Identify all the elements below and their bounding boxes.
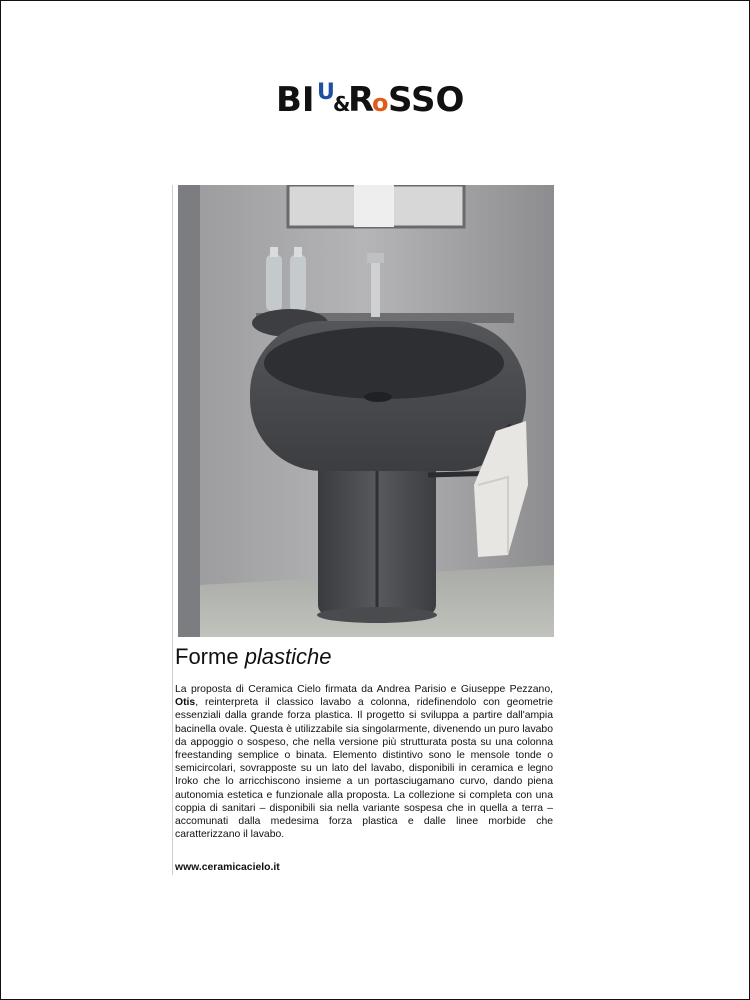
sink-photo (178, 185, 554, 637)
article-headline (175, 642, 555, 676)
logo-o: o (372, 89, 389, 117)
logo-u: U (317, 80, 335, 105)
headline-italic: plastiche (244, 644, 332, 669)
logo-ampersand: & (333, 92, 351, 116)
logo-sso: SSO (388, 80, 465, 120)
column-rule (172, 185, 173, 875)
body-rest: , reinterpreta il classico lavabo a colonna, ridefinendolo con geometrie essenziali dalla grande forza plastica. Il progetto si sviluppa a partire dall'ampia bacinella ovale. Questa è utilizzabile sia singolarmente, divenendo un puro lavabo da appoggio o sospeso, che nella versione più strutturata posta su una colonna freestanding semplice o binata. Elemento distintivo sono le mensole tonde o semicircolari, sovrapposte su un lato del lavabo, disponibili in ceramica e legno Iroko che lo arricchiscono insieme a un portasciugamano curvo, dando piena autonomia estetica e funzionale alla proposta. La collezione si completa con una coppia di sanitari – disponibili sia nella variante sospesa che in quella a terra – accomunati dalla medesima forza plastica e dalle linee morbide che caratterizzano il lavabo. (175, 697, 553, 841)
website-url: www.ceramicacielo.it (175, 862, 280, 873)
body-intro: La proposta di Ceramica Cielo firmata da Andrea Parisio e Giuseppe Pezzano, (175, 684, 553, 695)
article-body (175, 683, 553, 841)
logo-r: R (348, 80, 375, 120)
headline-regular: Forme (175, 644, 245, 669)
product-name: Otis (175, 697, 196, 709)
brand-logo (276, 74, 476, 122)
logo-bl: BI (276, 80, 315, 120)
